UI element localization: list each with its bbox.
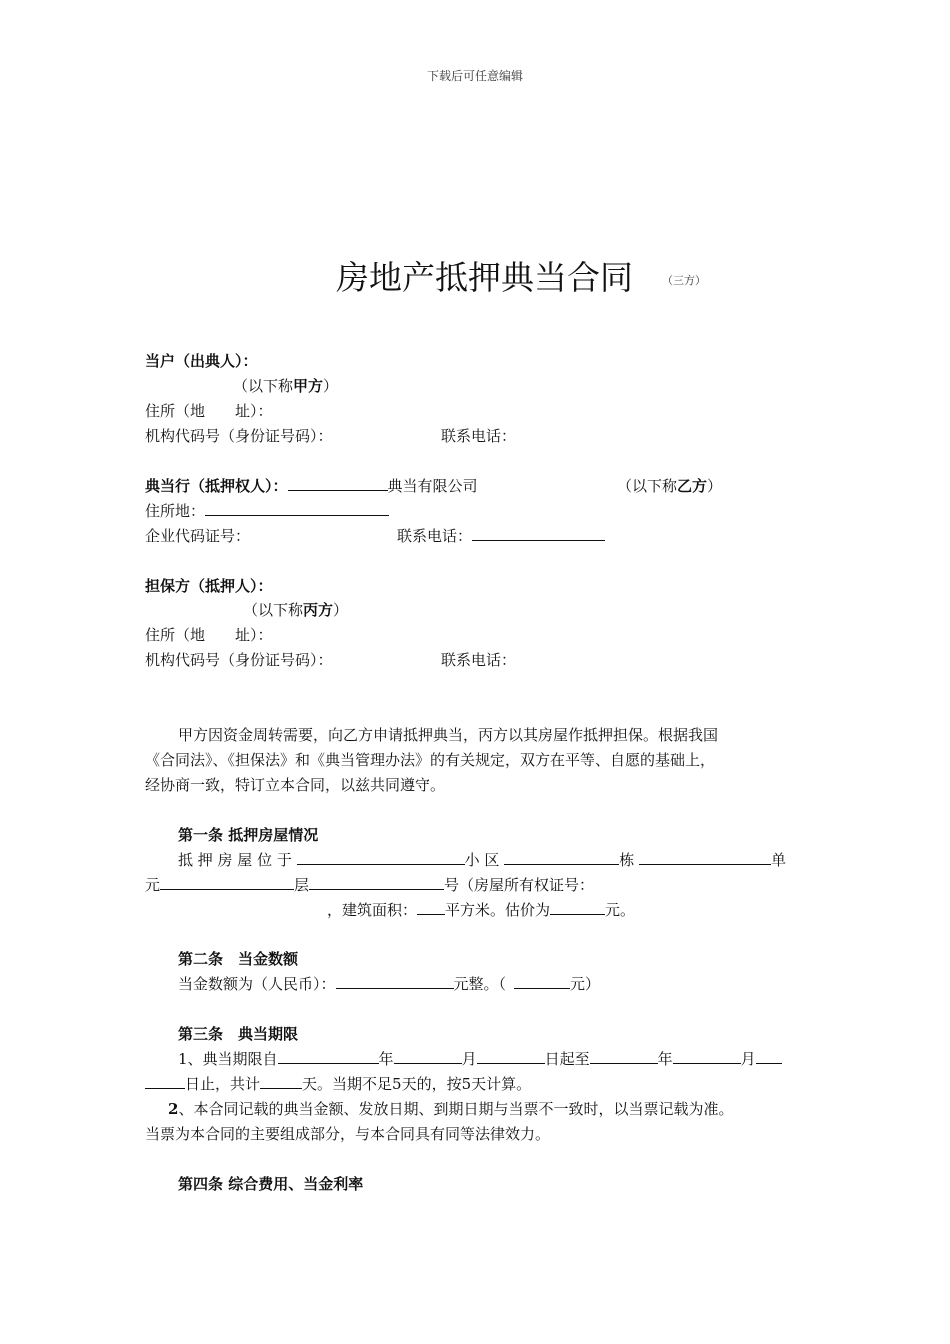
party-c-alias: （以下称丙方）	[243, 601, 349, 619]
party-c-address: 住所（地 址）：	[145, 626, 273, 644]
blank-field	[590, 1049, 658, 1064]
party-b-label: 典当行（抵押权人）：	[145, 477, 288, 495]
blank-field	[504, 850, 619, 865]
party-a-phone: 联系电话：	[441, 427, 517, 445]
blank-field	[673, 1049, 741, 1064]
party-b-alias: （以下称乙方）	[617, 477, 723, 495]
party-b-address: 住所地：	[145, 499, 389, 523]
blank-field	[477, 1049, 545, 1064]
blank-field	[297, 850, 465, 865]
preamble-line-1: 甲方因资金周转需要，向乙方申请抵押典当，丙方以其房屋作抵押担保。根据我国	[178, 726, 719, 744]
party-a-alias: （以下称甲方）	[233, 377, 339, 395]
article-1-line-1: 抵 押 房 屋 位 于 小 区 栋 单	[178, 851, 786, 869]
article-3-line-3: 2、本合同记载的典当金额、发放日期、到期日期与当票不一致时，以当票记载为准。	[168, 1100, 734, 1118]
blank-field	[260, 1074, 302, 1089]
blank-field	[472, 526, 605, 541]
party-a-id-code: 机构代码号（身份证号码）：	[145, 427, 333, 445]
blank-field	[756, 1049, 782, 1064]
article-3-line-1: 1、典当期限自 年 月 日起至 年 月	[178, 1047, 782, 1071]
header-note: 下载后可任意编辑	[426, 69, 523, 83]
blank-field	[145, 1074, 185, 1089]
blank-field	[336, 974, 454, 989]
article-2-line-1: 当金数额为（人民币）： 元整。（ 元）	[178, 975, 601, 993]
blank-field	[278, 1049, 379, 1064]
article-3-heading: 第三条 典当期限	[178, 1025, 299, 1043]
article-2-heading: 第二条 当金数额	[178, 950, 299, 968]
party-c-id-code: 机构代码号（身份证号码）：	[145, 651, 333, 669]
blank-field	[417, 900, 445, 915]
blank-field	[514, 974, 570, 989]
blank-field	[288, 476, 388, 491]
title-suffix: （三方）	[662, 274, 706, 287]
article-3-line-2: 日止，共计 天。当期不足5天的，按5天计算。	[145, 1072, 531, 1096]
party-c-phone: 联系电话：	[441, 651, 517, 669]
blank-field	[639, 850, 771, 865]
preamble-line-3: 经协商一致，特订立本合同，以兹共同遵守。	[145, 776, 446, 794]
blank-field	[205, 501, 389, 516]
blank-field	[394, 1049, 462, 1064]
article-1-line-3: ，建筑面积： 平方米。估价为 元。	[327, 901, 636, 919]
party-a-address: 住所（地 址）：	[145, 402, 273, 420]
preamble-line-2: 《合同法》、《担保法》和《典当管理办法》的有关规定，双方在平等、自愿的基础上，	[145, 751, 716, 769]
article-3-line-4: 当票为本合同的主要组成部分，与本合同具有同等法律效力。	[145, 1125, 551, 1143]
party-b-phone: 联系电话：	[397, 524, 605, 548]
article-4-heading: 第四条 综合费用、当金利率	[178, 1175, 364, 1193]
article-1-line-2: 元 层 号（房屋所有权证号：	[145, 876, 595, 894]
blank-field	[160, 875, 294, 890]
document-title: 房地产抵押典当合同	[336, 258, 633, 297]
article-1-heading: 第一条 抵押房屋情况	[178, 826, 319, 844]
party-c-label: 担保方（抵押人）：	[145, 577, 273, 595]
blank-field	[550, 900, 605, 915]
party-a-label: 当户（出典人）：	[145, 352, 258, 370]
blank-field	[309, 875, 444, 890]
party-b-line: 典当行（抵押权人）： 典当有限公司	[145, 477, 478, 495]
party-b-id-code: 企业代码证号：	[145, 527, 251, 545]
